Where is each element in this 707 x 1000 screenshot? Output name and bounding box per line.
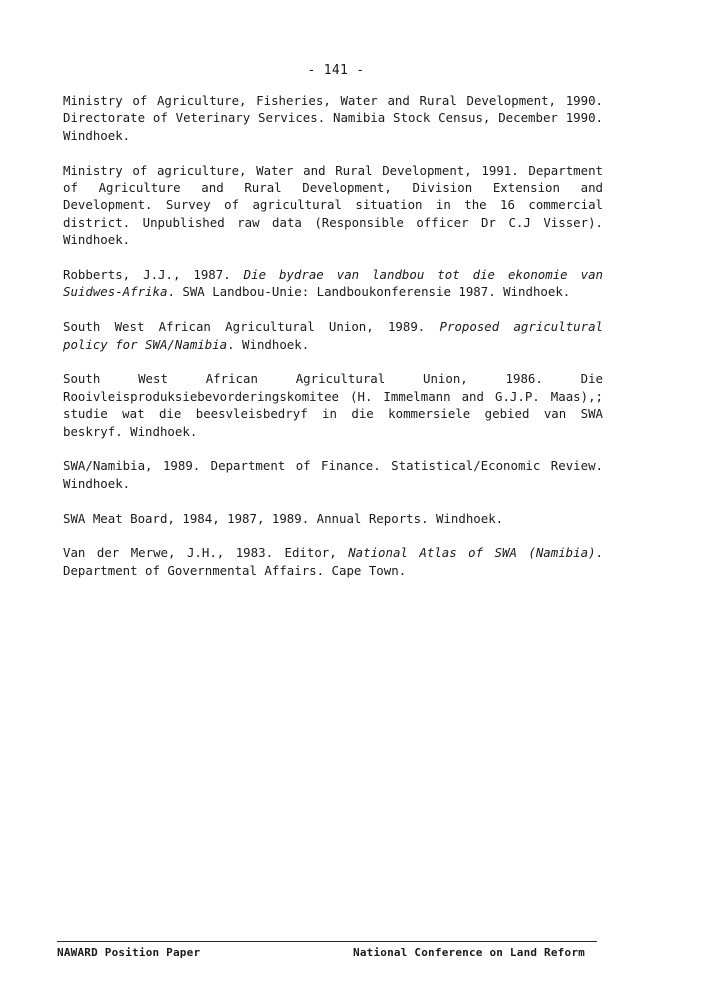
reference-entry [63,457,603,492]
reference-text: South West African Agricultural Union, 1986. Die Rooivleisproduksiebevorderingskomitee (H. Immelmann and G.J.P. Maas),; studie wat die beesvleisbedryf in die kommersiele gebied van SWA beskryf. Windhoek. [63,371,603,439]
page-number: - 141 - [307,63,365,78]
reference-text: . SWA Landbou-Unie: Landboukonferensie 1987. Windhoek. [167,284,571,300]
reference-title: Die bydrae van landbou tot die ekonomie van Suidwes-Afrika [63,267,603,300]
reference-entry [63,318,603,353]
reference-title: Proposed agricultural policy for SWA/Namibia [63,319,603,352]
reference-text: . Windhoek. [227,336,310,352]
footer-divider [57,941,597,942]
reference-text: Ministry of agriculture, Water and Rural Development, 1991. Department of Agriculture and Rural Development, Division Extension and Development. Survey of agricultural situation in the 16 commercial district. Unpublished raw data (Responsible officer Dr C.J Visser). Windhoek. [63,162,603,248]
reference-text: Robberts, J.J., 1987. [63,267,244,283]
reference-entry [63,510,603,527]
reference-text: SWA/Namibia, 1989. Department of Finance. Statistical/Economic Review. Windhoek. [63,458,603,491]
reference-entry [63,266,603,301]
reference-entry [63,92,603,144]
reference-entry [63,544,603,579]
footer-right-text: National Conference on Land Reform [353,946,585,959]
reference-entry [63,370,603,440]
reference-text: SWA Meat Board, 1984, 1987, 1989. Annual Reports. Windhoek. [63,510,504,526]
reference-list [63,92,603,597]
reference-text: . Department of Governmental Affairs. Cape Town. [63,545,603,578]
reference-title: National Atlas of SWA (Namibia) [348,545,596,561]
reference-text: Van der Merwe, J.H., 1983. Editor, [63,545,349,561]
reference-entry [63,162,603,249]
reference-text: South West African Agricultural Union, 1989. [63,319,440,335]
reference-text: Ministry of Agriculture, Fisheries, Water and Rural Development, 1990. Directorate of Veterinary Services. Namibia Stock Census, December 1990. Windhoek. [63,93,603,143]
footer-left-text: NAWARD Position Paper [57,946,201,959]
